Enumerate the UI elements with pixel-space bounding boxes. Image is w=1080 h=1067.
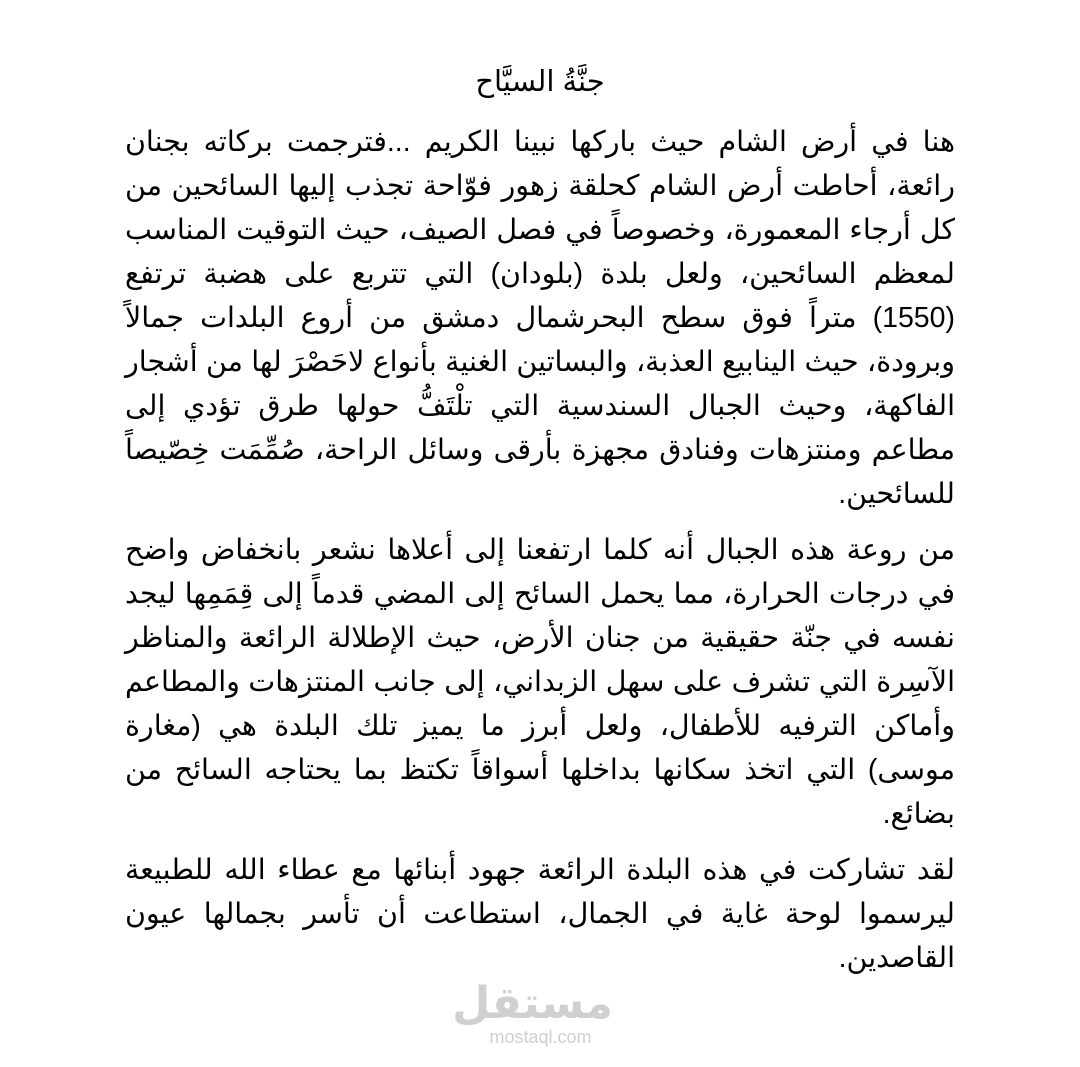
watermark-logo: مستقل bbox=[452, 978, 613, 1029]
paragraph-2: من روعة هذه الجبال أنه كلما ارتفعنا إلى أعلاها نشعر بانخفاض واضح في درجات الحرارة، مما يحمل السائح إلى المضي قدماً إلى قِمَمِها ليجد نفسه في جنّة حقيقية من جنان الأرض، حيث الإطلالة الرائعة والمناظر الآسِرة التي تشرف على سهل الزبداني، إلى جانب المنتزهات والمطاعم وأماكن الترفيه للأطفال، ولعل أبرز ما يميز تلك البلدة هي (مغارة موسى) التي اتخذ سكانها بداخلها أسواقاً تكتظ بما يحتاجه السائح من بضائع. bbox=[125, 534, 955, 830]
article-title: جنَّةُ السيَّاح bbox=[475, 66, 605, 98]
watermark-url: mostaql.com bbox=[489, 1027, 592, 1047]
watermark bbox=[452, 978, 613, 1060]
paragraph-3: لقد تشاركت في هذه البلدة الرائعة جهود أبنائها مع عطاء الله للطبيعة ليرسموا لوحة غاية في الجمال، استطاعت أن تأسر بجمالها عيون القاصدين. bbox=[125, 854, 955, 974]
article bbox=[125, 60, 955, 992]
paragraph-1: هنا في أرض الشام حيث باركها نبينا الكريم ...فترجمت بركاته بجنان رائعة، أحاطت أرض الشام كحلقة زهور فوّاحة تجذب إليها السائحين من كل أرجاء المعمورة، وخصوصاً في فصل الصيف، حيث التوقيت المناسب لمعظم السائحين، ولعل بلدة (بلودان) التي تتربع على هضبة ترتفع (1550) متراً فوق سطح البحرشمال دمشق من أروع البلدات جمالاً وبرودة، حيث الينابيع العذبة، والبساتين الغنية بأنواع لاحَصْرَ لها من أشجار الفاكهة، وحيث الجبال السندسية التي تلْتَفُّ حولها طرق تؤدي إلى مطاعم ومنتزهات وفنادق مجهزة بأرقى وسائل الراحة، صُمِّمَت خِصّيصاً للسائحين. bbox=[125, 126, 955, 510]
